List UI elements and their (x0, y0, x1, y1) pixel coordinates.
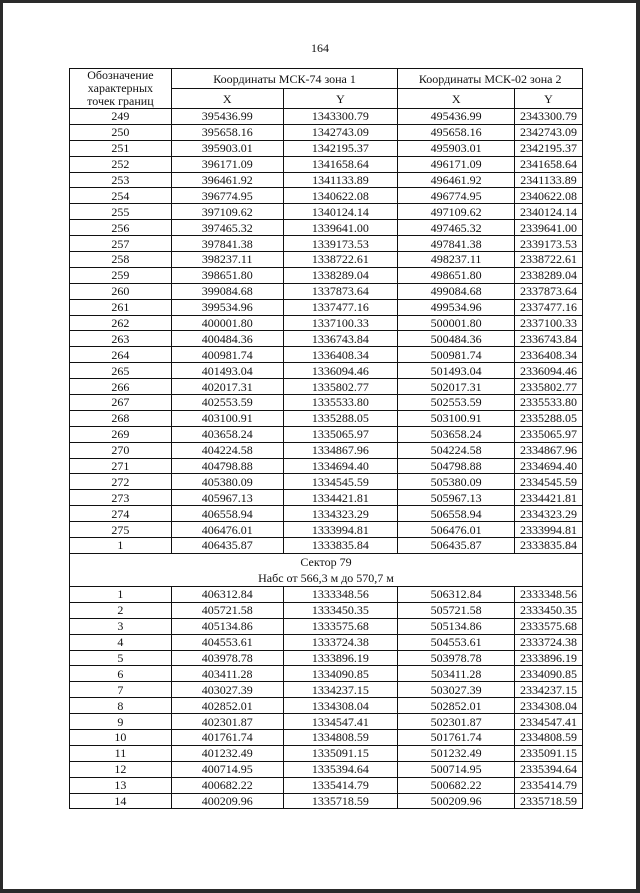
table-row (70, 109, 583, 125)
msk74-x-cell: 406312.84 (171, 586, 283, 602)
msk74-x-cell: 402852.01 (171, 698, 283, 714)
msk02-x-cell: 500682.22 (398, 777, 515, 793)
msk74-y-cell: 1334545.59 (283, 474, 398, 490)
msk74-y-cell: 1334308.04 (283, 698, 398, 714)
msk74-y-cell: 1333348.56 (283, 586, 398, 602)
msk02-y-cell: 2334694.40 (515, 458, 583, 474)
table-row (70, 395, 583, 411)
point-id-cell: 254 (70, 188, 172, 204)
msk02-y-cell: 2339173.53 (515, 236, 583, 252)
msk74-x-cell: 400484.36 (171, 331, 283, 347)
msk74-x-cell: 405967.13 (171, 490, 283, 506)
point-id-cell: 1 (70, 586, 172, 602)
msk02-y-cell: 2342743.09 (515, 124, 583, 140)
msk74-y-cell: 1339173.53 (283, 236, 398, 252)
table-row (70, 252, 583, 268)
point-id-cell: 3 (70, 618, 172, 634)
msk74-y-cell: 1340124.14 (283, 204, 398, 220)
point-id-cell: 275 (70, 522, 172, 538)
msk74-x-cell: 401232.49 (171, 745, 283, 761)
point-id-cell: 259 (70, 267, 172, 283)
msk02-y-cell: 2335533.80 (515, 395, 583, 411)
msk74-y-cell: 1343300.79 (283, 109, 398, 125)
msk74-x-cell: 399534.96 (171, 299, 283, 315)
msk02-x-cell: 506476.01 (398, 522, 515, 538)
msk74-y-cell: 1334090.85 (283, 666, 398, 682)
msk02-y-cell: 2337873.64 (515, 283, 583, 299)
msk74-x-cell: 400714.95 (171, 761, 283, 777)
msk74-x-header: X (171, 89, 283, 109)
msk74-x-cell: 397109.62 (171, 204, 283, 220)
table-row (70, 379, 583, 395)
msk02-x-cell: 505134.86 (398, 618, 515, 634)
msk74-x-cell: 405380.09 (171, 474, 283, 490)
msk74-y-cell: 1333724.38 (283, 634, 398, 650)
table-row (70, 474, 583, 490)
point-id-cell: 262 (70, 315, 172, 331)
msk74-y-cell: 1334421.81 (283, 490, 398, 506)
msk74-x-cell: 404224.58 (171, 442, 283, 458)
msk02-x-cell: 502017.31 (398, 379, 515, 395)
point-id-cell: 268 (70, 410, 172, 426)
msk02-y-cell: 2333450.35 (515, 602, 583, 618)
point-id-cell: 270 (70, 442, 172, 458)
point-id-cell: 250 (70, 124, 172, 140)
msk02-y-cell: 2335394.64 (515, 761, 583, 777)
msk74-y-cell: 1342195.37 (283, 140, 398, 156)
msk02-y-cell: 2336408.34 (515, 347, 583, 363)
msk02-y-cell: 2334545.59 (515, 474, 583, 490)
table-row (70, 204, 583, 220)
point-id-cell: 6 (70, 666, 172, 682)
point-id-cell: 4 (70, 634, 172, 650)
table-row (70, 714, 583, 730)
msk74-x-cell: 396774.95 (171, 188, 283, 204)
table-body-section-b (70, 586, 583, 808)
point-id-cell: 8 (70, 698, 172, 714)
msk02-y-cell: 2334308.04 (515, 698, 583, 714)
msk74-y-cell: 1338722.61 (283, 252, 398, 268)
msk02-x-cell: 495436.99 (398, 109, 515, 125)
msk74-x-cell: 397465.32 (171, 220, 283, 236)
point-column-header (70, 69, 172, 109)
msk02-y-cell: 2334090.85 (515, 666, 583, 682)
msk74-x-cell: 398651.80 (171, 267, 283, 283)
msk02-x-cell: 506558.94 (398, 506, 515, 522)
table-row (70, 140, 583, 156)
msk74-y-cell: 1333575.68 (283, 618, 398, 634)
msk74-y-cell: 1334694.40 (283, 458, 398, 474)
msk02-y-cell: 2334547.41 (515, 714, 583, 730)
msk74-x-cell: 402301.87 (171, 714, 283, 730)
msk74-x-cell: 402017.31 (171, 379, 283, 395)
msk74-y-cell: 1337100.33 (283, 315, 398, 331)
point-id-cell: 249 (70, 109, 172, 125)
msk74-x-cell: 399084.68 (171, 283, 283, 299)
point-id-cell: 10 (70, 729, 172, 745)
msk02-x-cell: 497109.62 (398, 204, 515, 220)
msk74-y-cell: 1340622.08 (283, 188, 398, 204)
msk02-x-cell: 504798.88 (398, 458, 515, 474)
point-id-cell: 13 (70, 777, 172, 793)
table-row (70, 618, 583, 634)
scan-edge-right (636, 0, 640, 893)
point-id-cell: 269 (70, 426, 172, 442)
msk74-x-cell: 400682.22 (171, 777, 283, 793)
msk74-y-header: Y (283, 89, 398, 109)
table-row (70, 458, 583, 474)
point-id-cell: 2 (70, 602, 172, 618)
msk02-x-cell: 500001.80 (398, 315, 515, 331)
msk02-x-cell: 498237.11 (398, 252, 515, 268)
point-id-cell: 252 (70, 156, 172, 172)
table-row (70, 650, 583, 666)
msk02-x-cell: 500714.95 (398, 761, 515, 777)
msk02-x-cell: 496461.92 (398, 172, 515, 188)
point-id-cell: 14 (70, 793, 172, 809)
msk74-y-cell: 1335802.77 (283, 379, 398, 395)
point-id-cell: 11 (70, 745, 172, 761)
msk74-x-cell: 400209.96 (171, 793, 283, 809)
msk02-x-cell: 500484.36 (398, 331, 515, 347)
header-row-main (70, 69, 583, 89)
msk74-x-cell: 400981.74 (171, 347, 283, 363)
msk02-y-cell: 2340124.14 (515, 204, 583, 220)
point-id-cell: 258 (70, 252, 172, 268)
msk02-x-cell: 501232.49 (398, 745, 515, 761)
point-id-cell: 261 (70, 299, 172, 315)
table-body-section-a (70, 109, 583, 554)
msk02-y-cell: 2337100.33 (515, 315, 583, 331)
msk02-y-cell: 2333896.19 (515, 650, 583, 666)
msk74-x-cell: 398237.11 (171, 252, 283, 268)
point-id-cell: 9 (70, 714, 172, 730)
msk02-y-cell: 2335065.97 (515, 426, 583, 442)
msk74-x-cell: 403978.78 (171, 650, 283, 666)
table-row (70, 172, 583, 188)
point-header-line-2: характерных (87, 81, 154, 95)
msk02-x-cell: 503027.39 (398, 682, 515, 698)
point-id-cell: 256 (70, 220, 172, 236)
msk74-y-cell: 1334323.29 (283, 506, 398, 522)
table-row (70, 363, 583, 379)
msk74-x-cell: 397841.38 (171, 236, 283, 252)
msk74-y-cell: 1336094.46 (283, 363, 398, 379)
msk74-y-cell: 1335065.97 (283, 426, 398, 442)
point-id-cell: 263 (70, 331, 172, 347)
sector-header-cell (70, 553, 583, 586)
sector-title: Сектор 79 (300, 554, 352, 569)
msk02-x-cell: 503658.24 (398, 426, 515, 442)
table-row (70, 793, 583, 809)
table-row (70, 602, 583, 618)
msk02-y-cell: 2334323.29 (515, 506, 583, 522)
msk02-y-cell: 2340622.08 (515, 188, 583, 204)
point-id-cell: 273 (70, 490, 172, 506)
sector-header-row (70, 553, 583, 586)
scan-edge-left (0, 0, 3, 893)
table-row (70, 682, 583, 698)
msk02-y-cell: 2334237.15 (515, 682, 583, 698)
msk74-x-cell: 405134.86 (171, 618, 283, 634)
msk74-y-cell: 1335091.15 (283, 745, 398, 761)
msk74-y-cell: 1338289.04 (283, 267, 398, 283)
msk74-y-cell: 1333994.81 (283, 522, 398, 538)
msk74-x-cell: 406558.94 (171, 506, 283, 522)
msk02-x-cell: 506312.84 (398, 586, 515, 602)
table-row (70, 506, 583, 522)
msk02-y-cell: 2338722.61 (515, 252, 583, 268)
msk02-y-cell: 2335288.05 (515, 410, 583, 426)
msk02-x-cell: 499534.96 (398, 299, 515, 315)
table-row (70, 522, 583, 538)
table-row (70, 761, 583, 777)
msk02-x-cell: 503100.91 (398, 410, 515, 426)
msk74-x-cell: 403411.28 (171, 666, 283, 682)
point-id-cell: 264 (70, 347, 172, 363)
msk02-y-cell: 2343300.79 (515, 109, 583, 125)
msk74-y-cell: 1334237.15 (283, 682, 398, 698)
msk74-x-cell: 404798.88 (171, 458, 283, 474)
msk02-x-cell: 496774.95 (398, 188, 515, 204)
msk02-y-cell: 2341658.64 (515, 156, 583, 172)
point-id-cell: 251 (70, 140, 172, 156)
msk74-y-cell: 1334867.96 (283, 442, 398, 458)
msk74-y-cell: 1335414.79 (283, 777, 398, 793)
msk74-x-cell: 402553.59 (171, 395, 283, 411)
point-id-cell: 274 (70, 506, 172, 522)
point-id-cell: 253 (70, 172, 172, 188)
msk02-x-cell: 503978.78 (398, 650, 515, 666)
point-id-cell: 272 (70, 474, 172, 490)
msk74-y-cell: 1341133.89 (283, 172, 398, 188)
table-row (70, 410, 583, 426)
msk02-x-cell: 497465.32 (398, 220, 515, 236)
msk74-x-cell: 403027.39 (171, 682, 283, 698)
msk74-x-cell: 403658.24 (171, 426, 283, 442)
msk02-x-cell: 506435.87 (398, 538, 515, 554)
msk74-y-cell: 1334808.59 (283, 729, 398, 745)
page-number: 164 (311, 41, 329, 55)
msk74-y-cell: 1335533.80 (283, 395, 398, 411)
msk02-x-cell: 502553.59 (398, 395, 515, 411)
msk02-y-cell: 2335802.77 (515, 379, 583, 395)
msk74-y-cell: 1337873.64 (283, 283, 398, 299)
point-id-cell: 1 (70, 538, 172, 554)
msk02-header: Координаты МСК-02 зона 2 (398, 69, 583, 89)
point-id-cell: 12 (70, 761, 172, 777)
msk02-x-cell: 505721.58 (398, 602, 515, 618)
msk74-x-cell: 406435.87 (171, 538, 283, 554)
msk02-y-cell: 2333348.56 (515, 586, 583, 602)
msk74-y-cell: 1334547.41 (283, 714, 398, 730)
msk02-x-cell: 503411.28 (398, 666, 515, 682)
msk74-x-cell: 396461.92 (171, 172, 283, 188)
table-row (70, 347, 583, 363)
msk74-y-cell: 1333450.35 (283, 602, 398, 618)
table-row (70, 426, 583, 442)
msk02-x-cell: 496171.09 (398, 156, 515, 172)
msk02-x-cell: 501493.04 (398, 363, 515, 379)
msk74-y-cell: 1333896.19 (283, 650, 398, 666)
point-id-cell: 265 (70, 363, 172, 379)
msk02-y-cell: 2333724.38 (515, 634, 583, 650)
table-row (70, 777, 583, 793)
msk02-y-cell: 2339641.00 (515, 220, 583, 236)
msk02-x-cell: 502301.87 (398, 714, 515, 730)
point-id-cell: 5 (70, 650, 172, 666)
point-id-cell: 7 (70, 682, 172, 698)
table-row (70, 442, 583, 458)
msk74-x-cell: 395903.01 (171, 140, 283, 156)
msk02-y-cell: 2334808.59 (515, 729, 583, 745)
table-row (70, 586, 583, 602)
table-row (70, 156, 583, 172)
msk02-y-cell: 2336743.84 (515, 331, 583, 347)
table-row (70, 124, 583, 140)
msk74-y-cell: 1335288.05 (283, 410, 398, 426)
msk74-x-cell: 406476.01 (171, 522, 283, 538)
table-row (70, 188, 583, 204)
table-row (70, 331, 583, 347)
msk02-y-cell: 2337477.16 (515, 299, 583, 315)
msk74-y-cell: 1335718.59 (283, 793, 398, 809)
point-id-cell: 255 (70, 204, 172, 220)
scan-edge-top (0, 0, 640, 3)
point-id-cell: 267 (70, 395, 172, 411)
msk02-x-cell: 495658.16 (398, 124, 515, 140)
table-row (70, 538, 583, 554)
table-row (70, 315, 583, 331)
msk02-x-cell: 497841.38 (398, 236, 515, 252)
table-row (70, 299, 583, 315)
point-header-line-3: точек границ (87, 94, 154, 108)
msk02-y-cell: 2334867.96 (515, 442, 583, 458)
msk02-y-cell: 2335414.79 (515, 777, 583, 793)
msk74-x-cell: 405721.58 (171, 602, 283, 618)
msk74-x-cell: 396171.09 (171, 156, 283, 172)
table-row (70, 490, 583, 506)
sector-subtitle: Набс от 566,3 м до 570,7 м (258, 570, 394, 585)
msk74-x-cell: 404553.61 (171, 634, 283, 650)
point-id-cell: 271 (70, 458, 172, 474)
sector-section (70, 553, 583, 586)
table-row (70, 283, 583, 299)
msk02-y-cell: 2341133.89 (515, 172, 583, 188)
table-row (70, 666, 583, 682)
msk02-x-cell: 502852.01 (398, 698, 515, 714)
msk02-y-cell: 2333575.68 (515, 618, 583, 634)
msk02-x-cell: 501761.74 (398, 729, 515, 745)
msk74-x-cell: 403100.91 (171, 410, 283, 426)
msk02-x-cell: 498651.80 (398, 267, 515, 283)
table-row (70, 745, 583, 761)
msk74-y-cell: 1333835.84 (283, 538, 398, 554)
msk02-y-cell: 2335091.15 (515, 745, 583, 761)
msk74-y-cell: 1335394.64 (283, 761, 398, 777)
msk74-x-cell: 395658.16 (171, 124, 283, 140)
msk74-x-cell: 401761.74 (171, 729, 283, 745)
point-id-cell: 257 (70, 236, 172, 252)
msk74-y-cell: 1337477.16 (283, 299, 398, 315)
msk02-x-cell: 500981.74 (398, 347, 515, 363)
msk02-y-cell: 2342195.37 (515, 140, 583, 156)
msk74-x-cell: 401493.04 (171, 363, 283, 379)
msk02-x-cell: 504224.58 (398, 442, 515, 458)
msk02-y-cell: 2333835.84 (515, 538, 583, 554)
table-row (70, 698, 583, 714)
msk74-y-cell: 1336408.34 (283, 347, 398, 363)
table-row (70, 267, 583, 283)
msk02-x-cell: 504553.61 (398, 634, 515, 650)
table-row (70, 634, 583, 650)
msk74-y-cell: 1336743.84 (283, 331, 398, 347)
msk02-y-cell: 2338289.04 (515, 267, 583, 283)
scan-edge-bottom (0, 889, 640, 893)
msk74-y-cell: 1342743.09 (283, 124, 398, 140)
msk02-y-cell: 2336094.46 (515, 363, 583, 379)
msk02-y-header: Y (515, 89, 583, 109)
msk02-x-header: X (398, 89, 515, 109)
table-row (70, 729, 583, 745)
msk74-y-cell: 1339641.00 (283, 220, 398, 236)
msk02-x-cell: 505967.13 (398, 490, 515, 506)
msk02-x-cell: 500209.96 (398, 793, 515, 809)
msk02-y-cell: 2333994.81 (515, 522, 583, 538)
msk02-y-cell: 2335718.59 (515, 793, 583, 809)
table-row (70, 236, 583, 252)
msk74-x-cell: 400001.80 (171, 315, 283, 331)
msk74-y-cell: 1341658.64 (283, 156, 398, 172)
coordinates-table (69, 68, 583, 809)
msk02-y-cell: 2334421.81 (515, 490, 583, 506)
table-row (70, 220, 583, 236)
msk74-x-cell: 395436.99 (171, 109, 283, 125)
msk02-x-cell: 495903.01 (398, 140, 515, 156)
point-id-cell: 266 (70, 379, 172, 395)
msk02-x-cell: 499084.68 (398, 283, 515, 299)
msk02-x-cell: 505380.09 (398, 474, 515, 490)
point-header-line-1: Обозначение (87, 68, 154, 82)
point-id-cell: 260 (70, 283, 172, 299)
msk74-header: Координаты МСК-74 зона 1 (171, 69, 397, 89)
